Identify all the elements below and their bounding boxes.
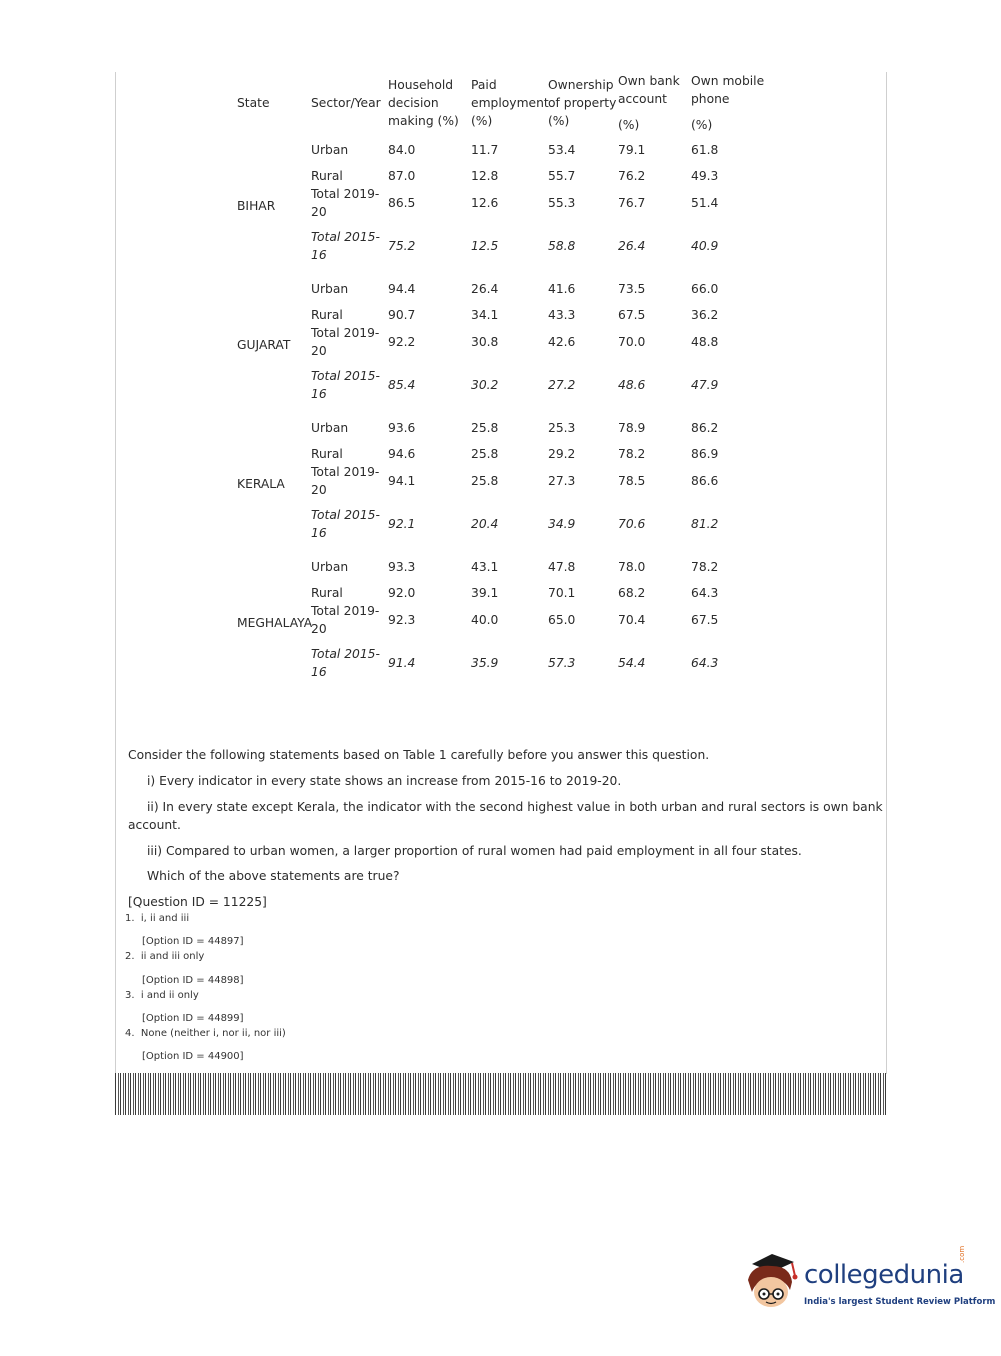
table-cell: 25.8 (471, 474, 499, 488)
table-cell: 27.3 (548, 474, 576, 488)
table-cell: 12.8 (471, 169, 499, 183)
table-cell: 54.4 (618, 656, 646, 670)
table-cell: 79.1 (618, 143, 646, 157)
table-cell: 86.6 (691, 474, 719, 488)
mascot-icon (742, 1250, 802, 1312)
table-cell: 11.7 (471, 143, 499, 157)
header-household: Household decision making (%) (388, 78, 459, 128)
table-cell: 40.0 (471, 613, 499, 627)
table-cell: 76.7 (618, 196, 646, 210)
logo-suffix: .com (958, 1245, 966, 1263)
barcode-strip (115, 1073, 886, 1115)
table-cell: 78.5 (618, 474, 646, 488)
table-cell: 85.4 (388, 378, 416, 392)
table-cell: 86.9 (691, 447, 719, 461)
sector-label: Total 2015- 16 (311, 508, 380, 540)
page-frame (115, 72, 887, 1074)
table-cell: 67.5 (618, 308, 646, 322)
option-1[interactable]: 1. i, ii and iii (125, 913, 190, 924)
table-cell: 25.8 (471, 447, 499, 461)
table-cell: 43.3 (548, 308, 576, 322)
table-cell: 12.5 (471, 239, 499, 253)
table-cell: 65.0 (548, 613, 576, 627)
table-cell: 30.2 (471, 378, 499, 392)
table-cell: 34.1 (471, 308, 499, 322)
table-cell: 78.0 (618, 560, 646, 574)
sector-label: Rural (311, 169, 343, 183)
header-sector: Sector/Year (311, 96, 381, 110)
header-paid: Paid employment (%) (471, 78, 549, 128)
table-cell: 25.8 (471, 421, 499, 435)
table-cell: 64.3 (691, 656, 719, 670)
table-cell: 91.4 (388, 656, 416, 670)
collegedunia-logo (742, 1245, 996, 1320)
table-cell: 84.0 (388, 143, 416, 157)
sector-label: Total 2015- 16 (311, 369, 380, 401)
table-cell: 73.5 (618, 282, 646, 296)
table-cell: 41.6 (548, 282, 576, 296)
table-cell: 29.2 (548, 447, 576, 461)
logo-tagline: India's largest Student Review Platform (804, 1297, 996, 1307)
table-cell: 40.9 (691, 239, 719, 253)
table-cell: 64.3 (691, 586, 719, 600)
table-cell: 86.2 (691, 421, 719, 435)
question-ask: Which of the above statements are true? (147, 869, 400, 883)
state-name-gujarat: GUJARAT (237, 338, 291, 352)
table-cell: 42.6 (548, 335, 576, 349)
sector-label: Rural (311, 586, 343, 600)
option-2-id: [Option ID = 44898] (142, 975, 244, 986)
table-cell: 47.9 (691, 378, 719, 392)
option-4[interactable]: 4. None (neither i, nor ii, nor iii) (125, 1028, 286, 1039)
table-cell: 61.8 (691, 143, 719, 157)
table-cell: 49.3 (691, 169, 719, 183)
table-cell: 48.6 (618, 378, 646, 392)
table-cell: 20.4 (471, 517, 499, 531)
table-cell: 90.7 (388, 308, 416, 322)
table-cell: 66.0 (691, 282, 719, 296)
table-cell: 92.3 (388, 613, 416, 627)
table-cell: 35.9 (471, 656, 499, 670)
option-3[interactable]: 3. i and ii only (125, 990, 199, 1001)
table-cell: 27.2 (548, 378, 576, 392)
sector-label: Urban (311, 421, 349, 435)
sector-label: Total 2019- 20 (311, 187, 380, 219)
statement-ii-cont: account. (128, 818, 181, 832)
table-cell: 68.2 (618, 586, 646, 600)
table-cell: 94.1 (388, 474, 416, 488)
table-cell: 43.1 (471, 560, 499, 574)
table-cell: 76.2 (618, 169, 646, 183)
table-cell: 78.9 (618, 421, 646, 435)
sector-label: Urban (311, 282, 349, 296)
sector-label: Rural (311, 308, 343, 322)
header-state: State (237, 96, 270, 110)
option-3-id: [Option ID = 44899] (142, 1013, 244, 1024)
table-cell: 70.4 (618, 613, 646, 627)
header-mobile: Own mobile phone (%) (691, 74, 765, 132)
sector-label: Rural (311, 447, 343, 461)
table-cell: 55.7 (548, 169, 576, 183)
table-cell: 47.8 (548, 560, 576, 574)
table-cell: 26.4 (471, 282, 499, 296)
sector-label: Total 2019- 20 (311, 326, 380, 358)
table-cell: 70.0 (618, 335, 646, 349)
table-cell: 86.5 (388, 196, 416, 210)
table-cell: 53.4 (548, 143, 576, 157)
table-cell: 81.2 (691, 517, 719, 531)
statement-ii: ii) In every state except Kerala, the indicator with the second highest value in both urban and rural sectors is own bank (147, 800, 883, 814)
table-cell: 93.3 (388, 560, 416, 574)
table-cell: 94.4 (388, 282, 416, 296)
table-cell: 87.0 (388, 169, 416, 183)
table-cell: 78.2 (691, 560, 719, 574)
table-cell: 26.4 (618, 239, 646, 253)
table-cell: 30.8 (471, 335, 499, 349)
logo-wordmark: collegedunia (804, 1260, 964, 1290)
table-cell: 78.2 (618, 447, 646, 461)
sector-label: Urban (311, 143, 349, 157)
option-4-id: [Option ID = 44900] (142, 1051, 244, 1062)
table-cell: 70.6 (618, 517, 646, 531)
sector-label: Urban (311, 560, 349, 574)
table-cell: 57.3 (548, 656, 576, 670)
option-2[interactable]: 2. ii and iii only (125, 951, 205, 962)
table-cell: 94.6 (388, 447, 416, 461)
table-cell: 36.2 (691, 308, 719, 322)
question-id: [Question ID = 11225] (128, 895, 267, 909)
option-1-id: [Option ID = 44897] (142, 936, 244, 947)
state-name-meghalaya: MEGHALAYA (237, 616, 313, 630)
sector-label: Total 2015- 16 (311, 230, 380, 262)
table-cell: 34.9 (548, 517, 576, 531)
table-cell: 55.3 (548, 196, 576, 210)
table-cell: 25.3 (548, 421, 576, 435)
sector-label: Total 2015- 16 (311, 647, 380, 679)
statement-iii: iii) Compared to urban women, a larger proportion of rural women had paid employment in all four states. (147, 844, 802, 858)
table-cell: 93.6 (388, 421, 416, 435)
table-cell: 39.1 (471, 586, 499, 600)
header-bank: Own bank account (%) (618, 74, 680, 132)
table-cell: 67.5 (691, 613, 719, 627)
table-cell: 92.0 (388, 586, 416, 600)
table-cell: 92.1 (388, 517, 416, 531)
table-cell: 58.8 (548, 239, 576, 253)
state-name-kerala: KERALA (237, 477, 285, 491)
table-cell: 48.8 (691, 335, 719, 349)
header-ownership: Ownership of property (%) (548, 78, 617, 128)
sector-label: Total 2019- 20 (311, 465, 380, 497)
table-cell: 75.2 (388, 239, 416, 253)
sector-label: Total 2019- 20 (311, 604, 380, 636)
table-cell: 70.1 (548, 586, 576, 600)
table-cell: 12.6 (471, 196, 499, 210)
state-name-bihar: BIHAR (237, 199, 276, 213)
table-cell: 92.2 (388, 335, 416, 349)
statement-i: i) Every indicator in every state shows an increase from 2015-16 to 2019-20. (147, 774, 622, 788)
table-cell: 51.4 (691, 196, 719, 210)
question-intro: Consider the following statements based on Table 1 carefully before you answer this question. (128, 748, 710, 762)
